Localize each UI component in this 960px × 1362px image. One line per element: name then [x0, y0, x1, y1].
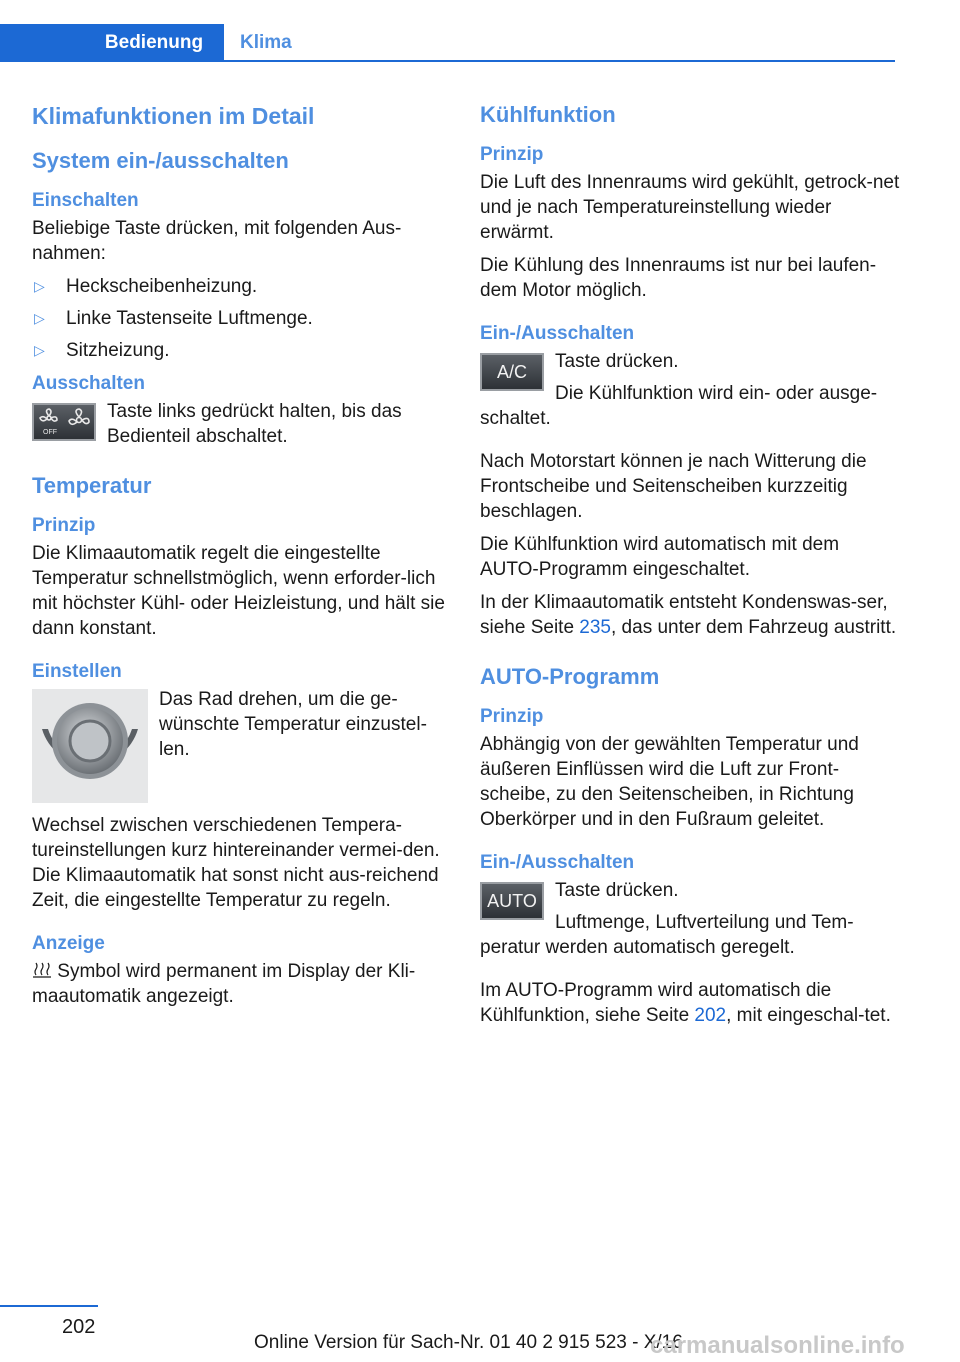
list-item: ▷ Sitzheizung. [34, 340, 170, 361]
subheading-prinzip: Prinzip [32, 515, 96, 536]
ac-button-image: A/C [480, 353, 544, 391]
page-link-202[interactable]: 202 [694, 1005, 727, 1026]
subheading-prinzip-2: Prinzip [480, 706, 544, 727]
subheading-ein-aus: Ein-/Ausschalten [480, 323, 635, 344]
subheading-ein-aus-2: Ein-/Ausschalten [480, 852, 635, 873]
text-motor: Nach Motorstart können je nach Witterung die Frontscheibe und Seitenscheiben kurzzeitig beschlagen. [480, 451, 867, 522]
text-auto-prinzip: Abhängig von der gewählten Temperatur und äußeren Einflüssen wird die Luft zur Front-scheibe, zu den Seitenscheiben, in Richtung Oberkörper und in den Fußraum geleitet. [480, 734, 859, 830]
footer-rule [0, 1305, 98, 1307]
tab-bedienung[interactable]: Bedienung [0, 24, 224, 62]
text-wechsel: Wechsel zwischen verschiedenen Tempera-tureinstellungen kurz hintereinander vermei-den. Die Klimaautomatik hat sonst nicht aus-reichend Zeit, die eingestellte Temperatur zu regeln. [32, 815, 440, 911]
subheading-einstellen: Einstellen [32, 661, 122, 682]
left-column [32, 100, 450, 1017]
text-einschalten: Beliebige Taste drücken, mit folgenden Aus-nahmen: [32, 218, 402, 264]
svg-text:OFF: OFF [43, 429, 57, 436]
off-instruction [32, 399, 450, 449]
triangle-right-icon: ▷ [34, 278, 45, 294]
ac-instruction [480, 349, 900, 389]
auto-instruction [480, 878, 900, 918]
text-ausschalten: Taste links gedrückt halten, bis das Bedienteil abschaltet. [107, 401, 402, 447]
heading-auto-programm: AUTO-Programm [480, 664, 660, 689]
list-item: ▷ Linke Tastenseite Luftmenge. [34, 308, 313, 329]
dial-icon [32, 689, 148, 803]
text-prinzip-2: Die Kühlung des Innenraums ist nur bei laufen-dem Motor möglich. [480, 255, 877, 301]
page-link-235[interactable]: 235 [579, 617, 611, 638]
subheading-einschalten: Einschalten [32, 190, 139, 211]
footer-online-version: Online Version für Sach-Nr. 01 40 2 915 523 - X/16 [254, 1332, 683, 1353]
text-einstellen: Das Rad drehen, um die ge-wünschte Temperatur einzustel-len. [159, 689, 427, 760]
section-title: Klimafunktionen im Detail [32, 103, 315, 129]
subheading-ausschalten: Ausschalten [32, 373, 145, 394]
dial-instruction [32, 687, 450, 805]
heading-kuehlfunktion: Kühlfunktion [480, 102, 616, 127]
heading-system: System ein-/ausschalten [32, 148, 289, 173]
text-auto-1: Taste drücken. [555, 880, 679, 901]
text-kondens: In der Klimaautomatik entsteht Kondenswas-ser, siehe Seite 235, das unter dem Fahrzeug austritt. [480, 592, 897, 638]
auto-button-image: AUTO [480, 882, 544, 920]
fan-off-button-image [32, 403, 96, 441]
watermark: carmanualsonline.info [650, 1332, 905, 1359]
text-ac-2: Die Kühlfunktion wird ein- oder ausge-schaltet. [480, 383, 878, 429]
tab-klima[interactable]: Klima [240, 32, 292, 53]
subheading-prinzip: Prinzip [480, 144, 544, 165]
triangle-right-icon: ▷ [34, 310, 45, 326]
text-auto-prog: Die Kühlfunktion wird automatisch mit dem AUTO-Programm eingeschaltet. [480, 534, 840, 580]
text-anzeige: Symbol wird permanent im Display der Kli-maautomatik angezeigt. [32, 961, 416, 1007]
text-auto-2: Luftmenge, Luftverteilung und Tem-peratur werden automatisch geregelt. [480, 912, 854, 958]
header-bar [0, 24, 895, 62]
subheading-anzeige: Anzeige [32, 933, 105, 954]
text-prinzip-1: Die Luft des Innenraums wird gekühlt, getrock-net und je nach Temperatureinstellung wieder erwärmt. [480, 172, 900, 243]
exception-list [32, 274, 450, 363]
page-number: 202 [62, 1316, 96, 1338]
text-ac-1: Taste drücken. [555, 351, 679, 372]
triangle-right-icon: ▷ [34, 342, 45, 358]
text-auto-3: Im AUTO-Programm wird automatisch die Kühlfunktion, siehe Seite 202, mit eingeschal-tet. [480, 980, 891, 1026]
header-rule [0, 60, 895, 62]
temperature-dial-image [32, 689, 148, 803]
right-column [480, 100, 900, 1036]
fan-icon [34, 405, 94, 439]
rear-defrost-icon [32, 961, 52, 979]
list-item: ▷ Heckscheibenheizung. [34, 276, 258, 297]
heading-temperatur: Temperatur [32, 473, 152, 498]
text-prinzip: Die Klimaautomatik regelt die eingestellte Temperatur schnellstmöglich, wenn erforder-lich mit höchster Kühl- oder Heizleistung, und hält sie dann konstant. [32, 543, 445, 639]
